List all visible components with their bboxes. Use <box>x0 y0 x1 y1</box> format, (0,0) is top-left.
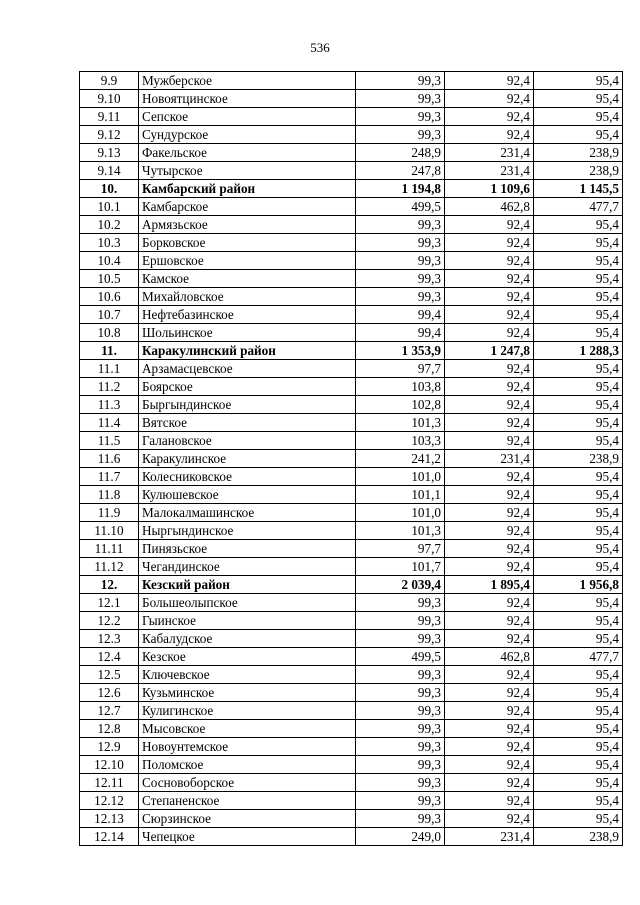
value-col-1: 499,5 <box>356 648 445 666</box>
settlement-name: Сосновоборское <box>139 774 356 792</box>
row-number: 12.4 <box>80 648 139 666</box>
value-col-1: 247,8 <box>356 162 445 180</box>
row-number: 12.6 <box>80 684 139 702</box>
value-col-3: 95,4 <box>534 126 623 144</box>
table-row <box>80 540 623 558</box>
value-col-3: 95,4 <box>534 468 623 486</box>
table-row <box>80 324 623 342</box>
settlement-name: Борковское <box>139 234 356 252</box>
settlement-name: Шольинское <box>139 324 356 342</box>
table-row <box>80 144 623 162</box>
value-col-1: 103,3 <box>356 432 445 450</box>
value-col-1: 99,3 <box>356 270 445 288</box>
value-col-3: 95,4 <box>534 684 623 702</box>
value-col-3: 95,4 <box>534 504 623 522</box>
value-col-1: 1 194,8 <box>356 180 445 198</box>
table-row <box>80 486 623 504</box>
value-col-1: 99,3 <box>356 90 445 108</box>
value-col-2: 92,4 <box>445 630 534 648</box>
table-row <box>80 90 623 108</box>
value-col-1: 99,3 <box>356 594 445 612</box>
row-number: 12.2 <box>80 612 139 630</box>
value-col-2: 92,4 <box>445 324 534 342</box>
settlement-name: Малокалмашинское <box>139 504 356 522</box>
value-col-3: 95,4 <box>534 288 623 306</box>
table-row <box>80 216 623 234</box>
value-col-3: 95,4 <box>534 558 623 576</box>
district-total-row <box>80 342 623 360</box>
value-col-3: 1 956,8 <box>534 576 623 594</box>
value-col-2: 92,4 <box>445 738 534 756</box>
row-number: 11.6 <box>80 450 139 468</box>
row-number: 9.11 <box>80 108 139 126</box>
value-col-3: 95,4 <box>534 774 623 792</box>
value-col-2: 92,4 <box>445 594 534 612</box>
value-col-2: 92,4 <box>445 414 534 432</box>
settlement-name: Факельское <box>139 144 356 162</box>
table-row <box>80 378 623 396</box>
value-col-3: 1 145,5 <box>534 180 623 198</box>
table-row <box>80 774 623 792</box>
value-col-3: 95,4 <box>534 666 623 684</box>
table-row <box>80 126 623 144</box>
table-row <box>80 270 623 288</box>
row-number: 9.13 <box>80 144 139 162</box>
table-row <box>80 666 623 684</box>
value-col-2: 92,4 <box>445 360 534 378</box>
value-col-3: 95,4 <box>534 216 623 234</box>
row-number: 11.10 <box>80 522 139 540</box>
settlement-name: Чегандинское <box>139 558 356 576</box>
value-col-2: 92,4 <box>445 306 534 324</box>
value-col-1: 99,3 <box>356 666 445 684</box>
value-col-2: 92,4 <box>445 126 534 144</box>
value-col-3: 95,4 <box>534 756 623 774</box>
value-col-2: 1 109,6 <box>445 180 534 198</box>
value-col-3: 95,4 <box>534 72 623 90</box>
value-col-2: 92,4 <box>445 288 534 306</box>
row-number: 12.1 <box>80 594 139 612</box>
settlement-name: Камбарский район <box>139 180 356 198</box>
district-total-row <box>80 576 623 594</box>
table-row <box>80 738 623 756</box>
table-row <box>80 810 623 828</box>
value-col-3: 95,4 <box>534 612 623 630</box>
row-number: 12.13 <box>80 810 139 828</box>
settlement-name: Сюрзинское <box>139 810 356 828</box>
value-col-2: 92,4 <box>445 720 534 738</box>
value-col-1: 99,3 <box>356 684 445 702</box>
value-col-1: 101,0 <box>356 468 445 486</box>
settlement-name: Ключевское <box>139 666 356 684</box>
district-total-row <box>80 180 623 198</box>
table-row <box>80 828 623 846</box>
table-row <box>80 558 623 576</box>
value-col-3: 477,7 <box>534 648 623 666</box>
value-col-1: 99,3 <box>356 612 445 630</box>
settlement-name: Большеолыпское <box>139 594 356 612</box>
table-row <box>80 108 623 126</box>
value-col-3: 238,9 <box>534 828 623 846</box>
row-number: 12.11 <box>80 774 139 792</box>
row-number: 11.7 <box>80 468 139 486</box>
value-col-1: 99,3 <box>356 288 445 306</box>
value-col-1: 99,3 <box>356 756 445 774</box>
settlement-name: Камбарское <box>139 198 356 216</box>
row-number: 10.8 <box>80 324 139 342</box>
table-row <box>80 792 623 810</box>
settlement-name: Каракулинский район <box>139 342 356 360</box>
settlement-name: Новоятцинское <box>139 90 356 108</box>
table-row <box>80 432 623 450</box>
settlement-name: Кулюшевское <box>139 486 356 504</box>
table-row <box>80 702 623 720</box>
settlement-name: Поломское <box>139 756 356 774</box>
value-col-2: 231,4 <box>445 450 534 468</box>
row-number: 11.12 <box>80 558 139 576</box>
table-row <box>80 522 623 540</box>
row-number: 11.5 <box>80 432 139 450</box>
settlement-name: Пинязьское <box>139 540 356 558</box>
value-col-2: 92,4 <box>445 378 534 396</box>
row-number: 11.8 <box>80 486 139 504</box>
row-number: 11.11 <box>80 540 139 558</box>
row-number: 11.9 <box>80 504 139 522</box>
value-col-3: 477,7 <box>534 198 623 216</box>
row-number: 9.12 <box>80 126 139 144</box>
value-col-1: 101,0 <box>356 504 445 522</box>
value-col-1: 99,3 <box>356 126 445 144</box>
row-number: 12. <box>80 576 139 594</box>
settlement-name: Нефтебазинское <box>139 306 356 324</box>
row-number: 9.10 <box>80 90 139 108</box>
table-row <box>80 234 623 252</box>
value-col-1: 248,9 <box>356 144 445 162</box>
row-number: 11.3 <box>80 396 139 414</box>
table-row <box>80 684 623 702</box>
settlement-name: Гыинское <box>139 612 356 630</box>
table-row <box>80 720 623 738</box>
table-row <box>80 756 623 774</box>
settlement-name: Чепецкое <box>139 828 356 846</box>
settlement-name: Боярское <box>139 378 356 396</box>
settlement-name: Ершовское <box>139 252 356 270</box>
table-row <box>80 630 623 648</box>
row-number: 12.8 <box>80 720 139 738</box>
value-col-1: 1 353,9 <box>356 342 445 360</box>
row-number: 9.14 <box>80 162 139 180</box>
table-row <box>80 252 623 270</box>
table-row <box>80 288 623 306</box>
value-col-3: 238,9 <box>534 162 623 180</box>
value-col-2: 92,4 <box>445 558 534 576</box>
table-row <box>80 450 623 468</box>
value-col-1: 101,7 <box>356 558 445 576</box>
value-col-1: 99,3 <box>356 702 445 720</box>
value-col-2: 92,4 <box>445 468 534 486</box>
row-number: 12.3 <box>80 630 139 648</box>
settlement-name: Кезский район <box>139 576 356 594</box>
value-col-1: 99,3 <box>356 720 445 738</box>
value-col-2: 92,4 <box>445 432 534 450</box>
budget-table <box>79 71 623 846</box>
row-number: 10.5 <box>80 270 139 288</box>
value-col-3: 95,4 <box>534 252 623 270</box>
value-col-1: 99,3 <box>356 252 445 270</box>
value-col-2: 92,4 <box>445 486 534 504</box>
value-col-1: 99,3 <box>356 216 445 234</box>
settlement-name: Сундурское <box>139 126 356 144</box>
value-col-2: 92,4 <box>445 90 534 108</box>
row-number: 12.12 <box>80 792 139 810</box>
settlement-name: Новоунтемское <box>139 738 356 756</box>
value-col-1: 97,7 <box>356 360 445 378</box>
value-col-2: 92,4 <box>445 270 534 288</box>
settlement-name: Степаненское <box>139 792 356 810</box>
value-col-2: 92,4 <box>445 774 534 792</box>
table-row <box>80 414 623 432</box>
value-col-1: 241,2 <box>356 450 445 468</box>
row-number: 12.5 <box>80 666 139 684</box>
value-col-1: 99,3 <box>356 630 445 648</box>
settlement-name: Вятское <box>139 414 356 432</box>
value-col-2: 92,4 <box>445 396 534 414</box>
value-col-1: 101,3 <box>356 522 445 540</box>
row-number: 10.4 <box>80 252 139 270</box>
row-number: 10.7 <box>80 306 139 324</box>
value-col-2: 231,4 <box>445 162 534 180</box>
value-col-1: 99,4 <box>356 324 445 342</box>
value-col-3: 95,4 <box>534 234 623 252</box>
settlement-name: Кузьминское <box>139 684 356 702</box>
table-row <box>80 612 623 630</box>
value-col-1: 99,3 <box>356 738 445 756</box>
table-row <box>80 198 623 216</box>
value-col-2: 92,4 <box>445 810 534 828</box>
table-row <box>80 594 623 612</box>
row-number: 12.10 <box>80 756 139 774</box>
row-number: 9.9 <box>80 72 139 90</box>
settlement-name: Кулигинское <box>139 702 356 720</box>
value-col-3: 95,4 <box>534 594 623 612</box>
row-number: 10.1 <box>80 198 139 216</box>
value-col-2: 92,4 <box>445 792 534 810</box>
settlement-name: Армязьское <box>139 216 356 234</box>
value-col-2: 92,4 <box>445 666 534 684</box>
value-col-3: 238,9 <box>534 450 623 468</box>
value-col-2: 462,8 <box>445 648 534 666</box>
value-col-3: 95,4 <box>534 630 623 648</box>
value-col-2: 92,4 <box>445 612 534 630</box>
settlement-name: Кабалудское <box>139 630 356 648</box>
value-col-3: 95,4 <box>534 360 623 378</box>
row-number: 11.1 <box>80 360 139 378</box>
value-col-3: 1 288,3 <box>534 342 623 360</box>
value-col-3: 95,4 <box>534 414 623 432</box>
table-row <box>80 396 623 414</box>
row-number: 10.3 <box>80 234 139 252</box>
table-row <box>80 306 623 324</box>
value-col-1: 249,0 <box>356 828 445 846</box>
value-col-3: 95,4 <box>534 306 623 324</box>
value-col-2: 92,4 <box>445 684 534 702</box>
row-number: 10.6 <box>80 288 139 306</box>
value-col-1: 97,7 <box>356 540 445 558</box>
value-col-3: 95,4 <box>534 270 623 288</box>
table-body <box>80 72 623 846</box>
value-col-2: 1 247,8 <box>445 342 534 360</box>
row-number: 11.4 <box>80 414 139 432</box>
value-col-1: 499,5 <box>356 198 445 216</box>
row-number: 12.9 <box>80 738 139 756</box>
settlement-name: Кезское <box>139 648 356 666</box>
value-col-1: 99,3 <box>356 792 445 810</box>
table-row <box>80 648 623 666</box>
settlement-name: Быргындинское <box>139 396 356 414</box>
value-col-2: 1 895,4 <box>445 576 534 594</box>
settlement-name: Мысовское <box>139 720 356 738</box>
value-col-3: 95,4 <box>534 792 623 810</box>
value-col-2: 92,4 <box>445 108 534 126</box>
value-col-1: 99,3 <box>356 810 445 828</box>
value-col-3: 95,4 <box>534 108 623 126</box>
value-col-2: 92,4 <box>445 234 534 252</box>
value-col-3: 95,4 <box>534 432 623 450</box>
value-col-3: 95,4 <box>534 522 623 540</box>
value-col-3: 95,4 <box>534 90 623 108</box>
value-col-2: 92,4 <box>445 72 534 90</box>
value-col-1: 102,8 <box>356 396 445 414</box>
value-col-1: 99,3 <box>356 108 445 126</box>
settlement-name: Арзамасцевское <box>139 360 356 378</box>
row-number: 10.2 <box>80 216 139 234</box>
value-col-1: 103,8 <box>356 378 445 396</box>
value-col-1: 99,3 <box>356 774 445 792</box>
value-col-3: 95,4 <box>534 396 623 414</box>
value-col-2: 92,4 <box>445 522 534 540</box>
settlement-name: Камское <box>139 270 356 288</box>
value-col-3: 95,4 <box>534 720 623 738</box>
value-col-1: 99,3 <box>356 72 445 90</box>
value-col-1: 99,4 <box>356 306 445 324</box>
value-col-1: 101,3 <box>356 414 445 432</box>
row-number: 11. <box>80 342 139 360</box>
value-col-2: 462,8 <box>445 198 534 216</box>
row-number: 12.7 <box>80 702 139 720</box>
value-col-3: 95,4 <box>534 378 623 396</box>
value-col-2: 92,4 <box>445 702 534 720</box>
row-number: 12.14 <box>80 828 139 846</box>
value-col-3: 95,4 <box>534 324 623 342</box>
value-col-3: 95,4 <box>534 702 623 720</box>
settlement-name: Сепское <box>139 108 356 126</box>
table-row <box>80 162 623 180</box>
value-col-1: 101,1 <box>356 486 445 504</box>
value-col-3: 238,9 <box>534 144 623 162</box>
settlement-name: Мужберское <box>139 72 356 90</box>
value-col-3: 95,4 <box>534 810 623 828</box>
value-col-2: 92,4 <box>445 252 534 270</box>
settlement-name: Каракулинское <box>139 450 356 468</box>
settlement-name: Колесниковское <box>139 468 356 486</box>
settlement-name: Ныргындинское <box>139 522 356 540</box>
table-row <box>80 504 623 522</box>
value-col-2: 231,4 <box>445 828 534 846</box>
value-col-2: 231,4 <box>445 144 534 162</box>
row-number: 10. <box>80 180 139 198</box>
settlement-name: Михайловское <box>139 288 356 306</box>
row-number: 11.2 <box>80 378 139 396</box>
settlement-name: Чутырское <box>139 162 356 180</box>
value-col-3: 95,4 <box>534 540 623 558</box>
value-col-1: 99,3 <box>356 234 445 252</box>
settlement-name: Галановское <box>139 432 356 450</box>
table-row <box>80 72 623 90</box>
value-col-2: 92,4 <box>445 504 534 522</box>
page-number: 536 <box>310 40 330 55</box>
table-row <box>80 360 623 378</box>
value-col-3: 95,4 <box>534 486 623 504</box>
value-col-1: 2 039,4 <box>356 576 445 594</box>
table-row <box>80 468 623 486</box>
value-col-2: 92,4 <box>445 540 534 558</box>
value-col-2: 92,4 <box>445 216 534 234</box>
value-col-3: 95,4 <box>534 738 623 756</box>
value-col-2: 92,4 <box>445 756 534 774</box>
